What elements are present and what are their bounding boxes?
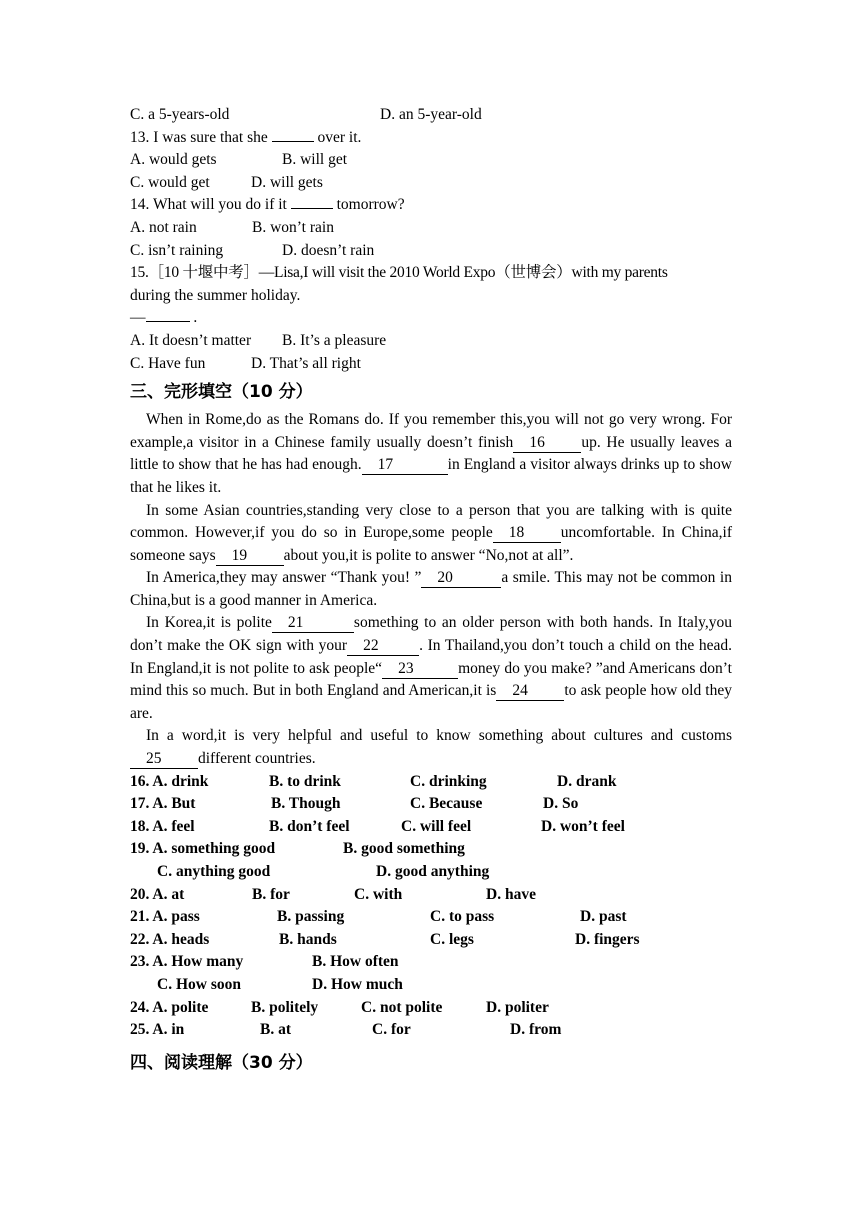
q20-options: 20. A. at B. for C. with D. have	[130, 885, 536, 903]
q24-options: 24. A. polite B. politely C. not polite D. politer	[130, 998, 549, 1016]
blank-18: 18	[493, 524, 561, 543]
section3-heading: 三、完形填空（10 分）	[130, 382, 313, 403]
q15-reply: — .	[130, 309, 198, 327]
blank-19: 19	[216, 547, 284, 566]
passage-paragraph-1: When in Rome,do as the Romans do. If you remember this,you will not go very wrong. For example,a visitor in a Chinese family usually doesn’t finish 16 up. He usually leaves a little to show that he has had enough. 17 in England a visitor always drinks up to show that he likes it.	[130, 411, 732, 496]
q12-option-d: D. an 5-year-old	[380, 106, 482, 123]
blank-20: 20	[421, 569, 501, 588]
q15-option-d: D. That’s all right	[251, 354, 361, 372]
q13-option-d: D. will gets	[251, 173, 323, 191]
q13-options-cd	[130, 172, 732, 195]
q14-options-ab	[130, 217, 732, 240]
q17-options: 17. A. But B. Though C. Because D. So	[130, 795, 579, 813]
q15-blank	[146, 321, 190, 322]
q13-options-ab	[130, 149, 732, 172]
passage-paragraph-3: In America,they may answer “Thank you! ” 20 a smile. This may not be common in China,but is a good manner in America.	[130, 569, 732, 609]
q21-options: 21. A. pass B. passing C. to pass D. past	[130, 908, 627, 926]
q19-options-cd: C. anything good D. good anything	[157, 863, 490, 880]
q15-options-cd	[130, 353, 732, 376]
q15-option-c: C. Have fun	[130, 354, 206, 372]
q14-option-d: D. doesn’t rain	[282, 241, 375, 259]
q13-blank	[272, 141, 314, 142]
q12-option-c: C. a 5-years-old	[130, 106, 230, 123]
q16-options: 16. A. drink B. to drink C. drinking D. drank	[130, 772, 617, 790]
blank-16: 16	[513, 434, 581, 453]
q13-option-a: A. would gets	[130, 151, 217, 169]
blank-22: 22	[347, 637, 419, 656]
blank-17: 17	[362, 456, 448, 475]
q14-option-a: A. not rain	[130, 218, 197, 236]
passage-paragraph-2: In some Asian countries,standing very close to a person that you are talking with is quite common. However,if you do so in Europe,some people 18 uncomfortable. In China,if someone says 19 about you,it is polite to answer “No,not at all”.	[130, 501, 732, 564]
exam-page	[130, 104, 732, 1080]
q15-option-a: A. It doesn’t matter	[130, 331, 252, 349]
section4-heading: 四、阅读理解（30 分）	[130, 1052, 313, 1073]
q13-stem: 13. I was sure that she over it.	[130, 128, 362, 146]
q19-options-ab: 19. A. something good B. good something	[130, 840, 465, 858]
blank-21: 21	[272, 614, 354, 633]
cloze-options	[130, 771, 732, 1042]
q25-options: 25. A. in B. at C. for D. from	[130, 1021, 562, 1039]
blank-25: 25	[130, 750, 198, 769]
q13-option-b: B. will get	[282, 151, 348, 169]
q14-stem: 14. What will you do if it tomorrow?	[130, 196, 405, 214]
q15-stem-line2: during the summer holiday.	[130, 286, 301, 304]
q13-option-c: C. would get	[130, 173, 210, 191]
blank-23: 23	[382, 660, 458, 679]
cloze-passage	[130, 409, 732, 771]
q14-options-cd	[130, 240, 732, 263]
q14-blank	[291, 208, 333, 209]
q23-options-ab: 23. A. How many B. How often	[130, 953, 399, 971]
q18-options: 18. A. feel B. don’t feel C. will feel D. won’t feel	[130, 817, 625, 835]
passage-paragraph-5: In a word,it is very helpful and useful to know something about cultures and customs25 different countries.	[130, 725, 732, 770]
q15-stem-line1: 15.［10 十堰中考］—Lisa,I will visit the 2010 World Expo（世博会）with my parents	[130, 264, 668, 282]
q15-options-ab	[130, 330, 732, 353]
q14-option-c: C. isn’t raining	[130, 241, 224, 259]
q12-options-cd	[130, 104, 732, 127]
q22-options: 22. A. heads B. hands C. legs D. fingers	[130, 930, 640, 948]
q23-options-cd: C. How soon D. How much	[157, 975, 403, 993]
q15-option-b: B. It’s a pleasure	[282, 331, 387, 349]
blank-24: 24	[496, 682, 564, 701]
q14-option-b: B. won’t rain	[252, 218, 334, 236]
passage-paragraph-4: In Korea,it is polite 21 something to an older person with both hands. In Italy,you don’t make the OK sign with your 22 . In Thailand,you don’t touch a child on the head. In England,it is not polite to ask people“ 23 money do you make? ”and Americans don’t mind this so much. But in both England and American,it is 24 to ask people how old they are.	[130, 614, 732, 722]
